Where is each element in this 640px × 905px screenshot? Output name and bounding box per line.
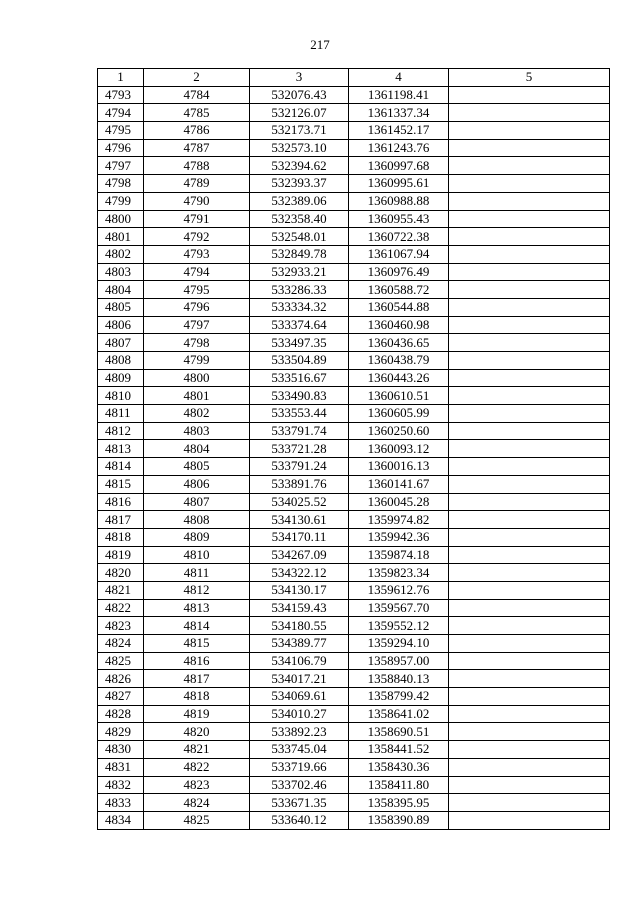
table-row [98, 352, 610, 370]
row-number-cell: 4798 [98, 175, 144, 193]
x-coordinate-cell: 533791.74 [250, 422, 349, 440]
table-row [98, 599, 610, 617]
x-coordinate-cell: 534267.09 [250, 546, 349, 564]
table-row [98, 440, 610, 458]
y-coordinate-cell: 1360605.99 [349, 405, 449, 423]
y-coordinate-cell: 1360045.28 [349, 493, 449, 511]
table-row [98, 794, 610, 812]
row-number-cell: 4815 [98, 475, 144, 493]
y-coordinate-cell: 1360250.60 [349, 422, 449, 440]
y-coordinate-cell: 1358441.52 [349, 741, 449, 759]
y-coordinate-cell: 1360955.43 [349, 210, 449, 228]
notes-cell [449, 705, 610, 723]
point-number-cell: 4796 [144, 298, 250, 316]
y-coordinate-cell: 1360988.88 [349, 192, 449, 210]
point-number-cell: 4802 [144, 405, 250, 423]
x-coordinate-cell: 534025.52 [250, 493, 349, 511]
point-number-cell: 4805 [144, 458, 250, 476]
row-number-cell: 4812 [98, 422, 144, 440]
row-number-cell: 4796 [98, 139, 144, 157]
table-row [98, 210, 610, 228]
row-number-cell: 4823 [98, 617, 144, 635]
y-coordinate-cell: 1360443.26 [349, 369, 449, 387]
y-coordinate-cell: 1361198.41 [349, 86, 449, 104]
y-coordinate-cell: 1359942.36 [349, 528, 449, 546]
row-number-cell: 4810 [98, 387, 144, 405]
x-coordinate-cell: 532076.43 [250, 86, 349, 104]
notes-cell [449, 139, 610, 157]
point-number-cell: 4793 [144, 245, 250, 263]
x-coordinate-cell: 532933.21 [250, 263, 349, 281]
point-number-cell: 4785 [144, 104, 250, 122]
y-coordinate-cell: 1360438.79 [349, 352, 449, 370]
point-number-cell: 4813 [144, 599, 250, 617]
notes-cell [449, 86, 610, 104]
x-coordinate-cell: 533490.83 [250, 387, 349, 405]
row-number-cell: 4820 [98, 564, 144, 582]
row-number-cell: 4829 [98, 723, 144, 741]
row-number-cell: 4802 [98, 245, 144, 263]
notes-cell [449, 122, 610, 140]
table-row [98, 688, 610, 706]
row-number-cell: 4828 [98, 705, 144, 723]
table-row [98, 245, 610, 263]
point-number-cell: 4801 [144, 387, 250, 405]
notes-cell [449, 475, 610, 493]
point-number-cell: 4825 [144, 811, 250, 829]
y-coordinate-cell: 1358799.42 [349, 688, 449, 706]
x-coordinate-cell: 532173.71 [250, 122, 349, 140]
row-number-cell: 4832 [98, 776, 144, 794]
table-row [98, 493, 610, 511]
row-number-cell: 4822 [98, 599, 144, 617]
x-coordinate-cell: 532126.07 [250, 104, 349, 122]
row-number-cell: 4811 [98, 405, 144, 423]
row-number-cell: 4821 [98, 581, 144, 599]
y-coordinate-cell: 1358390.89 [349, 811, 449, 829]
x-coordinate-cell: 533721.28 [250, 440, 349, 458]
x-coordinate-cell: 534322.12 [250, 564, 349, 582]
table-row [98, 263, 610, 281]
table-row [98, 175, 610, 193]
y-coordinate-cell: 1360436.65 [349, 334, 449, 352]
table-row [98, 157, 610, 175]
row-number-cell: 4813 [98, 440, 144, 458]
x-coordinate-cell: 532358.40 [250, 210, 349, 228]
point-number-cell: 4814 [144, 617, 250, 635]
notes-cell [449, 104, 610, 122]
notes-cell [449, 581, 610, 599]
notes-cell [449, 723, 610, 741]
x-coordinate-cell: 534389.77 [250, 635, 349, 653]
row-number-cell: 4799 [98, 192, 144, 210]
row-number-cell: 4805 [98, 298, 144, 316]
row-number-cell: 4806 [98, 316, 144, 334]
notes-cell [449, 263, 610, 281]
point-number-cell: 4812 [144, 581, 250, 599]
y-coordinate-cell: 1360588.72 [349, 281, 449, 299]
point-number-cell: 4798 [144, 334, 250, 352]
table-row [98, 316, 610, 334]
table-row [98, 564, 610, 582]
notes-cell [449, 670, 610, 688]
point-number-cell: 4817 [144, 670, 250, 688]
row-number-cell: 4800 [98, 210, 144, 228]
table-row [98, 776, 610, 794]
y-coordinate-cell: 1358395.95 [349, 794, 449, 812]
notes-cell [449, 741, 610, 759]
table-row [98, 758, 610, 776]
point-number-cell: 4810 [144, 546, 250, 564]
notes-cell [449, 652, 610, 670]
table-row [98, 369, 610, 387]
row-number-cell: 4794 [98, 104, 144, 122]
y-coordinate-cell: 1360997.68 [349, 157, 449, 175]
point-number-cell: 4821 [144, 741, 250, 759]
x-coordinate-cell: 533702.46 [250, 776, 349, 794]
row-number-cell: 4825 [98, 652, 144, 670]
notes-cell [449, 440, 610, 458]
x-coordinate-cell: 534017.21 [250, 670, 349, 688]
table-header-row [98, 69, 610, 87]
table-row [98, 723, 610, 741]
x-coordinate-cell: 533745.04 [250, 741, 349, 759]
notes-cell [449, 493, 610, 511]
y-coordinate-cell: 1361337.34 [349, 104, 449, 122]
x-coordinate-cell: 532573.10 [250, 139, 349, 157]
x-coordinate-cell: 533891.76 [250, 475, 349, 493]
y-coordinate-cell: 1359874.18 [349, 546, 449, 564]
y-coordinate-cell: 1358690.51 [349, 723, 449, 741]
notes-cell [449, 228, 610, 246]
y-coordinate-cell: 1360141.67 [349, 475, 449, 493]
x-coordinate-cell: 534069.61 [250, 688, 349, 706]
point-number-cell: 4799 [144, 352, 250, 370]
y-coordinate-cell: 1360544.88 [349, 298, 449, 316]
table-row [98, 511, 610, 529]
notes-cell [449, 281, 610, 299]
point-number-cell: 4797 [144, 316, 250, 334]
x-coordinate-cell: 534170.11 [250, 528, 349, 546]
notes-cell [449, 405, 610, 423]
x-coordinate-cell: 533286.33 [250, 281, 349, 299]
row-number-cell: 4833 [98, 794, 144, 812]
row-number-cell: 4803 [98, 263, 144, 281]
row-number-cell: 4793 [98, 86, 144, 104]
notes-cell [449, 528, 610, 546]
table-row [98, 422, 610, 440]
x-coordinate-cell: 532389.06 [250, 192, 349, 210]
point-number-cell: 4818 [144, 688, 250, 706]
y-coordinate-cell: 1361067.94 [349, 245, 449, 263]
notes-cell [449, 298, 610, 316]
row-number-cell: 4824 [98, 635, 144, 653]
y-coordinate-cell: 1360610.51 [349, 387, 449, 405]
notes-cell [449, 794, 610, 812]
table-row [98, 192, 610, 210]
y-coordinate-cell: 1359612.76 [349, 581, 449, 599]
table-row [98, 528, 610, 546]
notes-cell [449, 688, 610, 706]
point-number-cell: 4806 [144, 475, 250, 493]
y-coordinate-cell: 1360722.38 [349, 228, 449, 246]
point-number-cell: 4820 [144, 723, 250, 741]
x-coordinate-cell: 532393.37 [250, 175, 349, 193]
row-number-cell: 4819 [98, 546, 144, 564]
notes-cell [449, 157, 610, 175]
table-row [98, 458, 610, 476]
row-number-cell: 4831 [98, 758, 144, 776]
x-coordinate-cell: 534106.79 [250, 652, 349, 670]
notes-cell [449, 422, 610, 440]
x-coordinate-cell: 533791.24 [250, 458, 349, 476]
y-coordinate-cell: 1358840.13 [349, 670, 449, 688]
row-number-cell: 4795 [98, 122, 144, 140]
y-coordinate-cell: 1358641.02 [349, 705, 449, 723]
y-coordinate-cell: 1360995.61 [349, 175, 449, 193]
table-row [98, 405, 610, 423]
point-number-cell: 4804 [144, 440, 250, 458]
table-row [98, 387, 610, 405]
table-row [98, 139, 610, 157]
notes-cell [449, 175, 610, 193]
x-coordinate-cell: 532548.01 [250, 228, 349, 246]
notes-cell [449, 352, 610, 370]
table-row [98, 741, 610, 759]
table-row [98, 670, 610, 688]
table-row [98, 86, 610, 104]
point-number-cell: 4803 [144, 422, 250, 440]
notes-cell [449, 758, 610, 776]
column-header-1: 1 [98, 69, 144, 87]
row-number-cell: 4826 [98, 670, 144, 688]
notes-cell [449, 316, 610, 334]
table-row [98, 635, 610, 653]
notes-cell [449, 776, 610, 794]
notes-cell [449, 334, 610, 352]
notes-cell [449, 245, 610, 263]
table-row [98, 475, 610, 493]
row-number-cell: 4827 [98, 688, 144, 706]
column-header-4: 4 [349, 69, 449, 87]
point-number-cell: 4808 [144, 511, 250, 529]
table-row [98, 298, 610, 316]
row-number-cell: 4804 [98, 281, 144, 299]
row-number-cell: 4830 [98, 741, 144, 759]
notes-cell [449, 511, 610, 529]
y-coordinate-cell: 1359567.70 [349, 599, 449, 617]
point-number-cell: 4811 [144, 564, 250, 582]
row-number-cell: 4817 [98, 511, 144, 529]
point-number-cell: 4815 [144, 635, 250, 653]
y-coordinate-cell: 1360976.49 [349, 263, 449, 281]
y-coordinate-cell: 1359823.34 [349, 564, 449, 582]
y-coordinate-cell: 1358411.80 [349, 776, 449, 794]
row-number-cell: 4801 [98, 228, 144, 246]
point-number-cell: 4824 [144, 794, 250, 812]
point-number-cell: 4784 [144, 86, 250, 104]
point-number-cell: 4794 [144, 263, 250, 281]
row-number-cell: 4808 [98, 352, 144, 370]
coordinates-table [97, 68, 610, 830]
notes-cell [449, 369, 610, 387]
point-number-cell: 4816 [144, 652, 250, 670]
column-header-3: 3 [250, 69, 349, 87]
point-number-cell: 4809 [144, 528, 250, 546]
notes-cell [449, 599, 610, 617]
notes-cell [449, 192, 610, 210]
row-number-cell: 4809 [98, 369, 144, 387]
y-coordinate-cell: 1358430.36 [349, 758, 449, 776]
y-coordinate-cell: 1359974.82 [349, 511, 449, 529]
x-coordinate-cell: 533516.67 [250, 369, 349, 387]
x-coordinate-cell: 533497.35 [250, 334, 349, 352]
point-number-cell: 4822 [144, 758, 250, 776]
table-row [98, 617, 610, 635]
row-number-cell: 4818 [98, 528, 144, 546]
point-number-cell: 4792 [144, 228, 250, 246]
table-row [98, 281, 610, 299]
row-number-cell: 4816 [98, 493, 144, 511]
point-number-cell: 4789 [144, 175, 250, 193]
table-row [98, 811, 610, 829]
notes-cell [449, 546, 610, 564]
x-coordinate-cell: 533553.44 [250, 405, 349, 423]
table-row [98, 581, 610, 599]
point-number-cell: 4823 [144, 776, 250, 794]
x-coordinate-cell: 533719.66 [250, 758, 349, 776]
point-number-cell: 4800 [144, 369, 250, 387]
point-number-cell: 4807 [144, 493, 250, 511]
x-coordinate-cell: 534130.61 [250, 511, 349, 529]
table-row [98, 705, 610, 723]
x-coordinate-cell: 534130.17 [250, 581, 349, 599]
x-coordinate-cell: 533640.12 [250, 811, 349, 829]
x-coordinate-cell: 533671.35 [250, 794, 349, 812]
x-coordinate-cell: 533334.32 [250, 298, 349, 316]
notes-cell [449, 458, 610, 476]
y-coordinate-cell: 1360093.12 [349, 440, 449, 458]
y-coordinate-cell: 1360016.13 [349, 458, 449, 476]
point-number-cell: 4790 [144, 192, 250, 210]
table-row [98, 334, 610, 352]
y-coordinate-cell: 1361243.76 [349, 139, 449, 157]
column-header-2: 2 [144, 69, 250, 87]
row-number-cell: 4814 [98, 458, 144, 476]
notes-cell [449, 811, 610, 829]
notes-cell [449, 617, 610, 635]
page-number: 217 [310, 37, 330, 52]
table-body [98, 86, 610, 829]
point-number-cell: 4791 [144, 210, 250, 228]
notes-cell [449, 210, 610, 228]
x-coordinate-cell: 532849.78 [250, 245, 349, 263]
x-coordinate-cell: 534010.27 [250, 705, 349, 723]
y-coordinate-cell: 1358957.00 [349, 652, 449, 670]
table-row [98, 228, 610, 246]
y-coordinate-cell: 1359294.10 [349, 635, 449, 653]
notes-cell [449, 387, 610, 405]
notes-cell [449, 635, 610, 653]
x-coordinate-cell: 534180.55 [250, 617, 349, 635]
x-coordinate-cell: 533374.64 [250, 316, 349, 334]
table-row [98, 104, 610, 122]
column-header-5: 5 [449, 69, 610, 87]
x-coordinate-cell: 532394.62 [250, 157, 349, 175]
x-coordinate-cell: 533892.23 [250, 723, 349, 741]
row-number-cell: 4807 [98, 334, 144, 352]
point-number-cell: 4787 [144, 139, 250, 157]
table-row [98, 122, 610, 140]
y-coordinate-cell: 1360460.98 [349, 316, 449, 334]
point-number-cell: 4819 [144, 705, 250, 723]
point-number-cell: 4786 [144, 122, 250, 140]
table-row [98, 652, 610, 670]
row-number-cell: 4797 [98, 157, 144, 175]
table-row [98, 546, 610, 564]
y-coordinate-cell: 1359552.12 [349, 617, 449, 635]
row-number-cell: 4834 [98, 811, 144, 829]
notes-cell [449, 564, 610, 582]
point-number-cell: 4788 [144, 157, 250, 175]
x-coordinate-cell: 533504.89 [250, 352, 349, 370]
y-coordinate-cell: 1361452.17 [349, 122, 449, 140]
x-coordinate-cell: 534159.43 [250, 599, 349, 617]
point-number-cell: 4795 [144, 281, 250, 299]
